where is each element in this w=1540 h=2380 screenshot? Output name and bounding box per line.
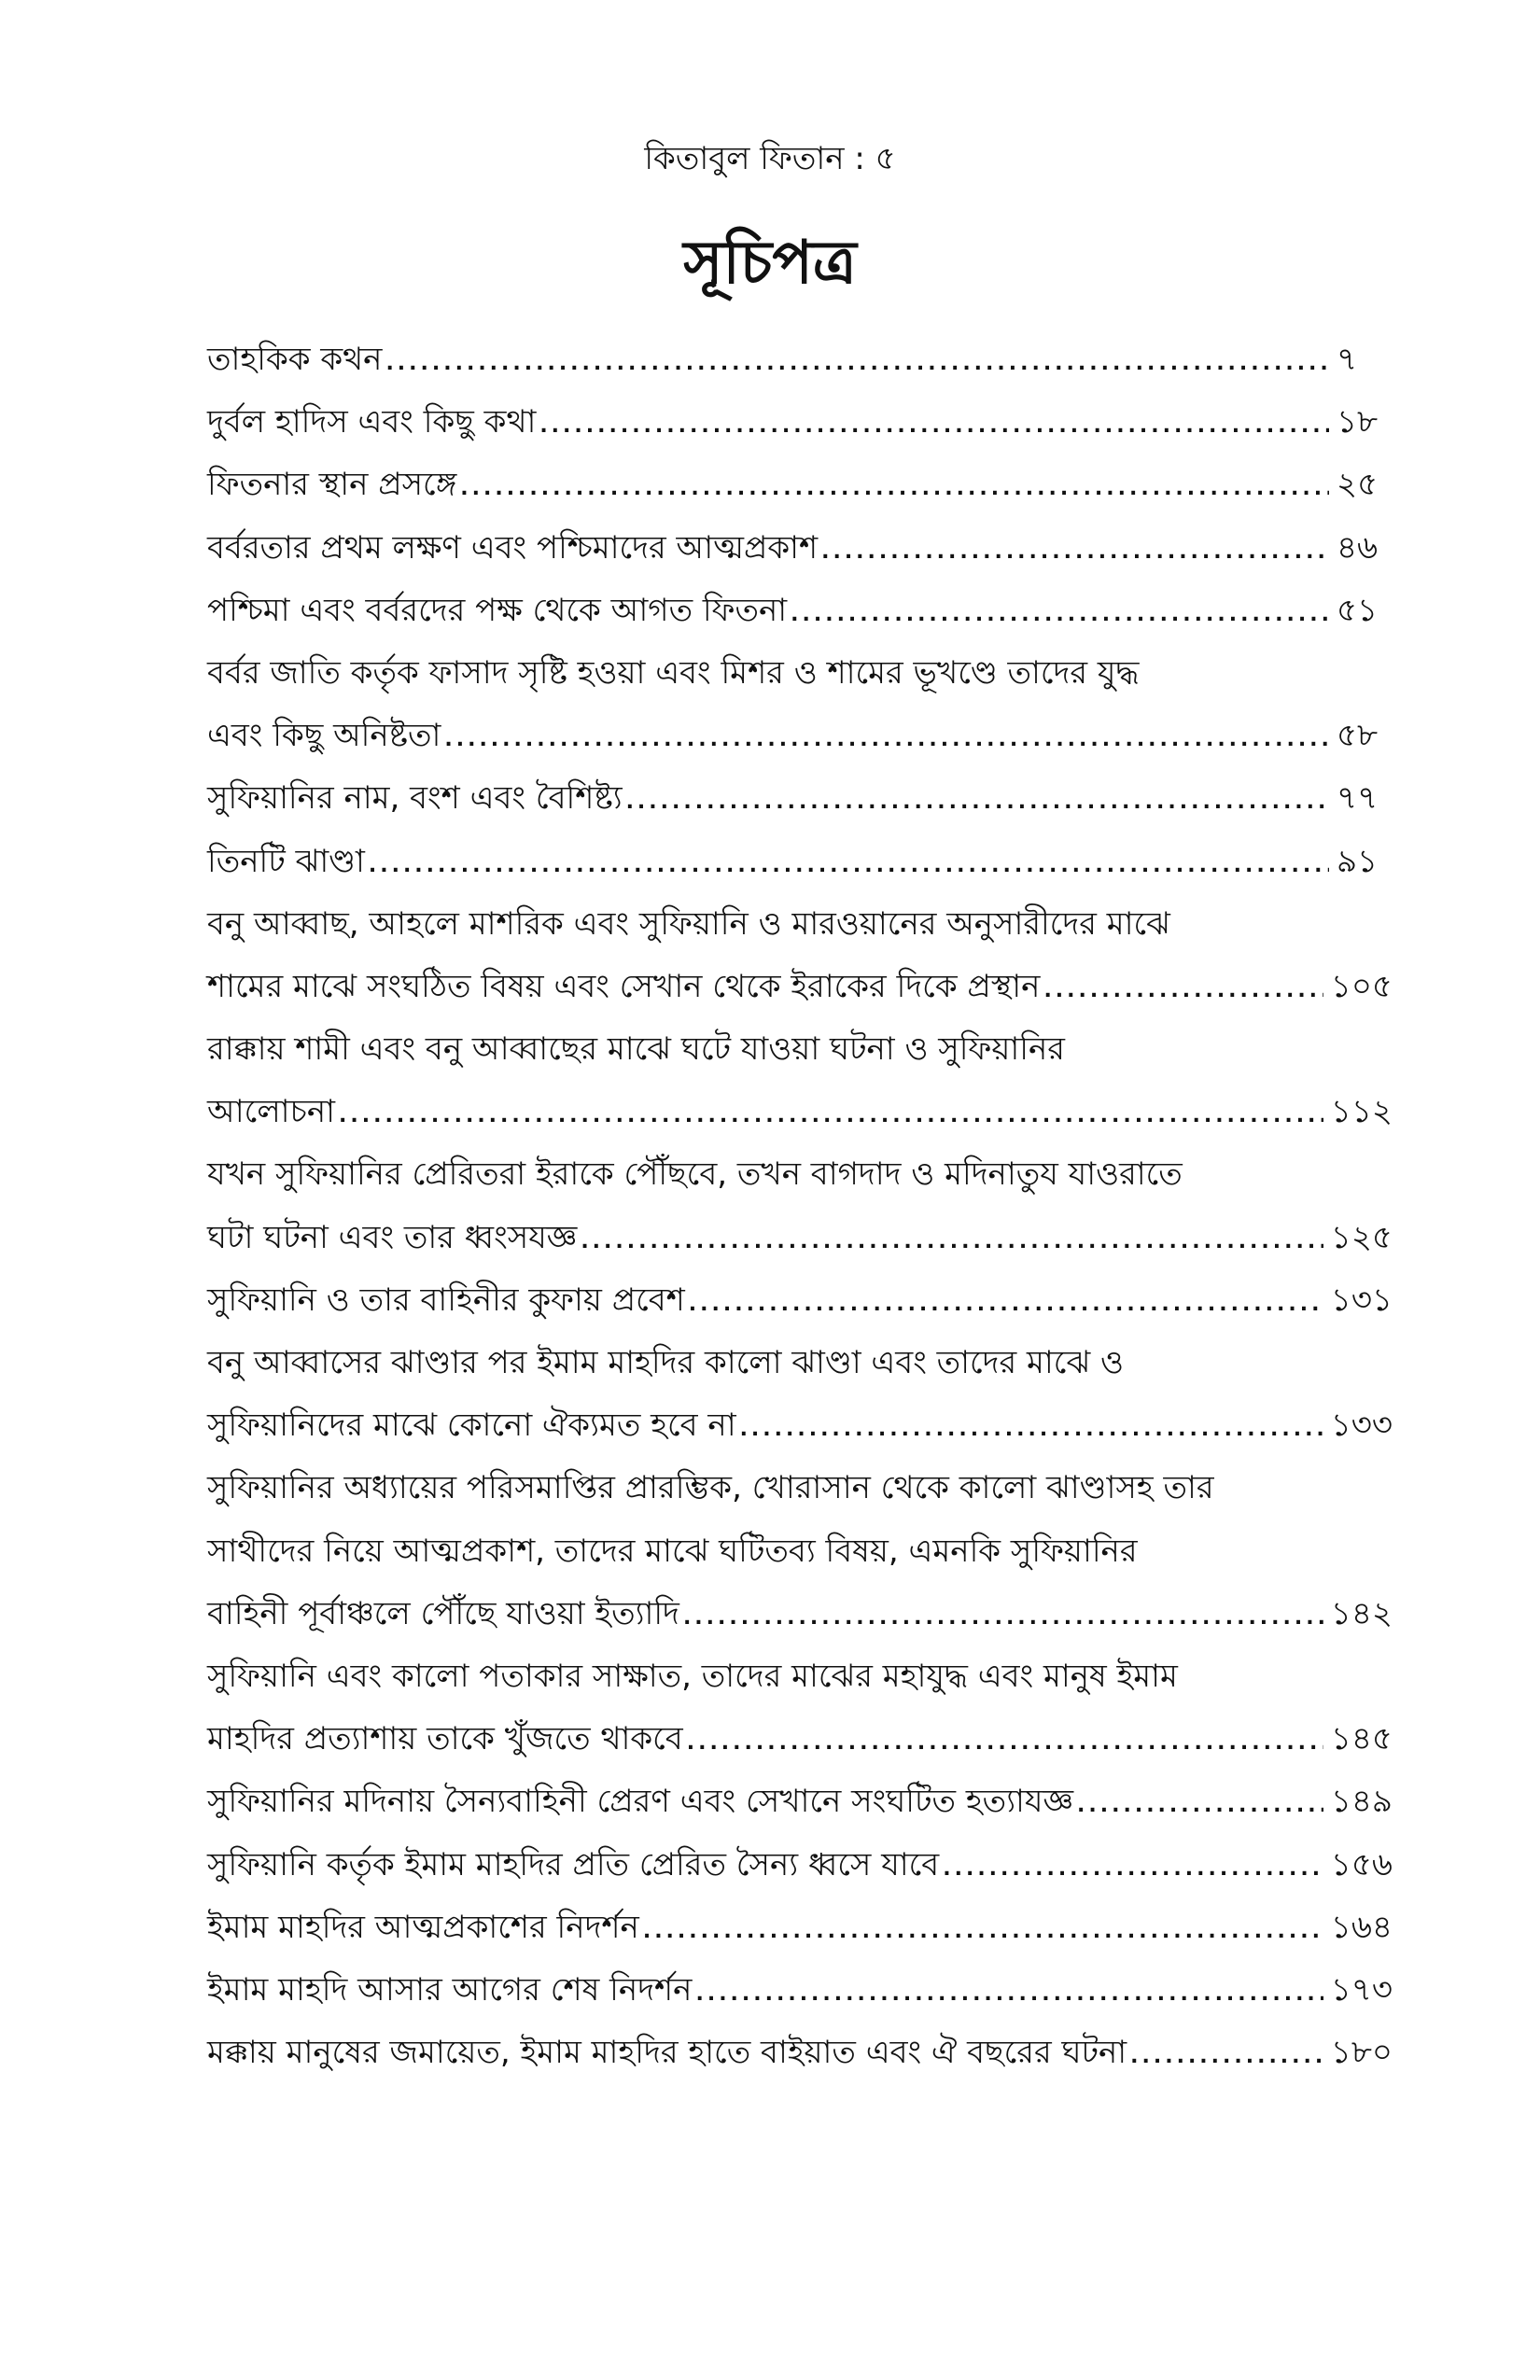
dot-leader	[539, 395, 1329, 457]
toc-entry-line	[207, 1394, 1393, 1457]
toc-page-number: ৭	[1337, 341, 1358, 378]
toc-entry-line	[207, 580, 1393, 642]
toc-entry-title: সুফিয়ানির মদিনায় সৈন্যবাহিনী প্রেরণ এবং সেখানে সংঘটিত হত্যাযজ্ঞ	[207, 1783, 1074, 1821]
toc-entry-title: শামের মাঝে সংঘঠিত বিষয় এবং সেখান থেকে ইরাকের দিকে প্রস্থান	[207, 967, 1041, 1005]
toc-entry-title: দুর্বল হাদিস এবং কিছু কথা	[207, 403, 537, 441]
toc-entry-line	[207, 1834, 1393, 1897]
toc-entry-title: এবং কিছু অনিষ্টতা	[207, 717, 441, 755]
toc-entry[interactable]	[207, 1771, 1393, 1833]
dot-leader	[943, 1838, 1323, 1900]
toc-entry-title: বর্বরতার প্রথম লক্ষণ এবং পশ্চিমাদের আত্মপ্রকাশ	[207, 528, 819, 567]
toc-page-number: ১২৫	[1330, 1218, 1393, 1256]
toc-entry-line	[207, 1269, 1393, 1332]
toc-entry[interactable]	[207, 1897, 1393, 1959]
toc-entry[interactable]	[207, 831, 1393, 893]
toc-entry-title: ঘটা ঘটনা এবং তার ধ্বংসযজ্ঞ	[207, 1218, 578, 1256]
toc-entry-title: যখন সুফিয়ানির প্রেরিতরা ইরাকে পৌঁছবে, তখন বাগদাদ ও মদিনাতুয যাওরাতে	[207, 1155, 1183, 1194]
dot-leader	[385, 332, 1329, 395]
dot-leader	[581, 1211, 1323, 1273]
toc-page-number: ১৪৫	[1330, 1720, 1393, 1758]
toc-entry[interactable]	[207, 580, 1393, 642]
toc-entry[interactable]	[207, 517, 1393, 580]
toc-entry[interactable]	[207, 329, 1393, 391]
toc-page-number: ৯১	[1337, 842, 1379, 880]
toc-page-number: ১৮	[1337, 403, 1379, 441]
toc-entry-line	[207, 517, 1393, 580]
toc-entry-line	[207, 1207, 1393, 1269]
toc-entry-line	[207, 1018, 1393, 1081]
toc-entry[interactable]	[207, 1332, 1393, 1457]
toc-page-number: ৫৮	[1337, 717, 1379, 755]
toc-entry[interactable]	[207, 767, 1393, 830]
toc-entry-line	[207, 1332, 1393, 1394]
dot-leader	[626, 771, 1329, 833]
toc-entry[interactable]	[207, 1457, 1393, 1645]
toc-page-number: ১৩৩	[1330, 1407, 1393, 1445]
toc-page-number: ১৮০	[1330, 2034, 1393, 2072]
page-title: সূচিপত্র	[683, 229, 857, 298]
toc-entry-line	[207, 2022, 1393, 2084]
toc-entry-line	[207, 705, 1393, 767]
toc-entry-line	[207, 956, 1393, 1018]
toc-entry-title: বনু আব্বাছ, আহলে মাশরিক এবং সুফিয়ানি ও মারওয়ানের অনুসারীদের মাঝে	[207, 904, 1170, 943]
toc-entry-title: পশ্চিমা এবং বর্বরদের পক্ষ থেকে আগত ফিতনা	[207, 591, 788, 629]
toc-page-number: ১৩১	[1330, 1281, 1393, 1319]
toc-entry-line	[207, 1143, 1393, 1206]
toc-entry-title: সুফিয়ানির অধ্যায়ের পরিসমাপ্তির প্রারম্ভিক, খোরাসান থেকে কালো ঝাণ্ডাসহ তার	[207, 1469, 1214, 1507]
toc-entry-line	[207, 1520, 1393, 1583]
table-of-contents	[207, 329, 1393, 2084]
toc-entry-title: সুফিয়ানি কর্তৃক ইমাম মাহদির প্রতি প্রেরিত সৈন্য ধ্বসে যাবে	[207, 1845, 940, 1883]
toc-entry-line	[207, 1708, 1393, 1771]
toc-entry[interactable]	[207, 1269, 1393, 1332]
toc-page-number: ১৪২	[1330, 1594, 1393, 1632]
dot-leader	[683, 1587, 1323, 1649]
dot-leader	[460, 457, 1329, 520]
dot-leader	[689, 1273, 1323, 1336]
toc-entry[interactable]	[207, 1959, 1393, 2022]
toc-entry-line	[207, 1081, 1393, 1143]
toc-entry[interactable]	[207, 893, 1393, 1018]
toc-entry-title: তাহকিক কথন	[207, 341, 383, 378]
toc-entry[interactable]	[207, 1834, 1393, 1897]
toc-page-number: ১৬৪	[1330, 1908, 1393, 1946]
toc-entry-line	[207, 1897, 1393, 1959]
toc-entry-title: ফিতনার স্থান প্রসঙ্গে	[207, 466, 457, 504]
toc-entry-title: সুফিয়ানিদের মাঝে কোনো ঐক্যমত হবে না	[207, 1407, 736, 1445]
toc-entry-line	[207, 329, 1393, 391]
toc-entry-line	[207, 1457, 1393, 1519]
dot-leader	[1130, 2025, 1323, 2088]
toc-entry-title: তিনটি ঝাণ্ডা	[207, 842, 365, 880]
toc-entry-line	[207, 642, 1393, 705]
toc-entry-title: সাথীদের নিয়ে আত্মপ্রকাশ, তাদের মাঝে ঘটিতব্য বিষয়, এমনকি সুফিয়ানির	[207, 1532, 1138, 1570]
toc-entry-title: বর্বর জাতি কর্তৃক ফাসাদ সৃষ্টি হওয়া এবং মিশর ও শামের ভূখণ্ডে তাদের যুদ্ধ	[207, 653, 1140, 692]
toc-page-number: ৭৭	[1337, 779, 1379, 818]
toc-entry-title: সুফিয়ানি এবং কালো পতাকার সাক্ষাত, তাদের মাঝের মহাযুদ্ধ এবং মানুষ ইমাম	[207, 1657, 1178, 1695]
toc-page-number: ২৫	[1337, 466, 1379, 504]
dot-leader	[740, 1398, 1323, 1461]
dot-leader	[444, 708, 1329, 771]
toc-entry[interactable]	[207, 391, 1393, 454]
toc-page-number: ৪৬	[1337, 528, 1379, 567]
toc-entry-title: বাহিনী পূর্বাঞ্চলে পৌঁছে যাওয়া ইত্যাদি	[207, 1594, 679, 1632]
running-header: কিতাবুল ফিতান : ৫	[644, 140, 896, 177]
toc-entry-title: ইমাম মাহদির আত্মপ্রকাশের নিদর্শন	[207, 1908, 639, 1946]
toc-entry-title: রাক্কায় শামী এবং বনু আব্বাছের মাঝে ঘটে যাওয়া ঘটনা ও সুফিয়ানির	[207, 1030, 1065, 1069]
toc-entry[interactable]	[207, 1018, 1393, 1143]
toc-entry-title: আলোচনা	[207, 1093, 336, 1131]
toc-entry[interactable]	[207, 454, 1393, 516]
dot-leader	[791, 583, 1329, 646]
toc-entry-title: সুফিয়ানি ও তার বাহিনীর কুফায় প্রবেশ	[207, 1281, 685, 1319]
toc-entry[interactable]	[207, 1645, 1393, 1771]
toc-page-number: ১৪৯	[1330, 1783, 1393, 1821]
toc-entry-line	[207, 391, 1393, 454]
dot-leader	[1077, 1774, 1323, 1837]
dot-leader	[1043, 959, 1323, 1022]
dot-leader	[695, 1963, 1323, 2025]
toc-entry-title: বনু আব্বাসের ঝাণ্ডার পর ইমাম মাহদির কালো ঝাণ্ডা এবং তাদের মাঝে ও	[207, 1344, 1125, 1381]
toc-entry-line	[207, 454, 1393, 516]
toc-entry-title: ইমাম মাহদি আসার আগের শেষ নিদর্শন	[207, 1970, 693, 2009]
toc-entry-line	[207, 1645, 1393, 1708]
dot-leader	[369, 834, 1329, 897]
toc-page-number: ৫১	[1337, 591, 1379, 629]
toc-entry-line	[207, 1771, 1393, 1833]
toc-entry[interactable]	[207, 1143, 1393, 1268]
toc-entry-line	[207, 1959, 1393, 2022]
toc-entry-title: মাহদির প্রত্যাশায় তাকে খুঁজতে থাকবে	[207, 1720, 683, 1758]
toc-entry-line	[207, 767, 1393, 830]
toc-entry[interactable]	[207, 2022, 1393, 2084]
toc-entry-line	[207, 831, 1393, 893]
toc-page-number: ১০৫	[1330, 967, 1393, 1005]
toc-entry-title: মক্কায় মানুষের জমায়েত, ইমাম মাহদির হাতে বাইয়াত এবং ঐ বছরের ঘটনা	[207, 2034, 1127, 2072]
toc-page-number: ১৫৬	[1330, 1845, 1393, 1883]
dot-leader	[643, 1900, 1323, 1963]
dot-leader	[339, 1085, 1323, 1147]
toc-entry-title: সুফিয়ানির নাম, বংশ এবং বৈশিষ্ট্য	[207, 779, 623, 818]
dot-leader	[821, 521, 1329, 583]
toc-page-number: ১৭৩	[1330, 1970, 1393, 2009]
toc-entry-line	[207, 1583, 1393, 1645]
dot-leader	[687, 1712, 1323, 1774]
toc-entry-line	[207, 893, 1393, 956]
toc-page-number: ১১২	[1330, 1093, 1393, 1131]
toc-entry[interactable]	[207, 642, 1393, 767]
